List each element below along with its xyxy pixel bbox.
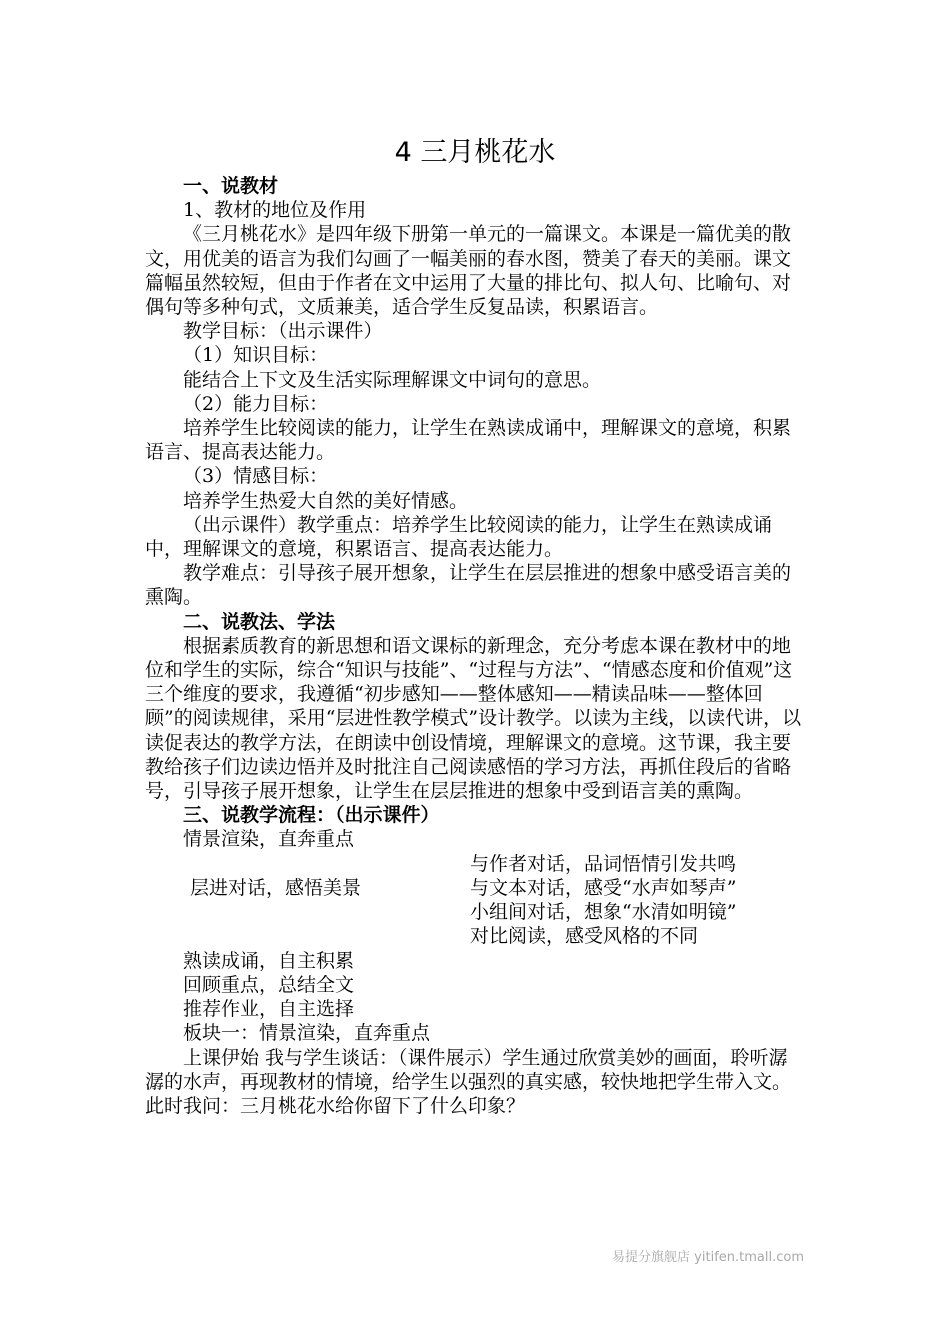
goal-text: 培养学生热爱大自然的美好情感。 <box>183 489 469 512</box>
paragraph: 《三月桃花水》是四年级下册第一单元的一篇课文。本课是一篇优美的散文，用优美的语言为我们勾画了一幅美丽的春水图，赞美了春天的美丽。课文篇幅虽然较短，但由于作者在文中运用了大量的排比句、拟人句、比喻句、对偶句等多种句式，文质兼美，适合学生反复品读，积累语言。 <box>145 223 792 319</box>
goal-label: （3）情感目标： <box>183 465 329 488</box>
section-heading: 一、说教材 <box>183 175 279 197</box>
flow-step: 回顾重点，总结全文 <box>183 973 355 996</box>
flow-step: 推荐作业，自主选择 <box>183 998 355 1021</box>
flow-substep: 对比阅读，感受风格的不同 <box>470 925 699 948</box>
goal-text: 培养学生比较阅读的能力，让学生在熟读成诵中，理解课文的意境，积累语言、提高表达能力。 <box>145 417 792 464</box>
key-point-paragraph: （出示课件）教学重点：培养学生比较阅读的能力，让学生在熟读成诵中，理解课文的意境，积累语言、提高表达能力。 <box>145 513 773 561</box>
paragraph: 上课伊始 我与学生谈话：（课件展示）学生通过欣赏美妙的画面，聆听潺潺的水声，再现教材的情境，给学生以强烈的真实感，较快地把学生带入文。此时我问：三月桃花水给你留下了什么印象？ <box>145 1046 792 1117</box>
goal-label: （1）知识目标： <box>183 344 329 367</box>
flow-substep: 与作者对话，品词悟情引发共鸣 <box>470 852 737 875</box>
flow-substep: 与文本对话，感受“水声如琴声” <box>470 876 737 899</box>
paragraph: 根据素质教育的新思想和语文课标的新理念，充分考虑本课在教材中的地位和学生的实际，综合“知识与技能”、“过程与方法”、“情感态度和价值观”这三个维度的要求，我遵循“初步感知——整体感知——精读品味——整体回顾”的阅读规律，采用“层进性教学模式”设计教学。以读为主线，以读代讲，以读促表达的教学方法，在朗读中创设情境，理解课文的意境。这节课，我主要教给孩子们边读边悟并及时批注自己阅读感悟的学习方法，再抓住段后的省略号，引导孩子展开想象，让学生在层层推进的想象中受到语言美的熏陶。 <box>145 634 802 803</box>
difficulty-paragraph: 教学难点：引导孩子展开想象，让学生在层层推进的想象中感受语言美的熏陶。 <box>145 562 792 609</box>
goal-text: 能结合上下文及生活实际理解课文中词句的意思。 <box>183 368 602 391</box>
document-body <box>145 174 805 1118</box>
footer-watermark: 易提分旗舰店 yitifen.tmall.com <box>612 1250 804 1265</box>
goals-label: 教学目标：（出示课件） <box>183 320 383 343</box>
flow-substep: 小组间对话，想象“水清如明镜” <box>470 901 737 924</box>
flow-step: 情景渲染，直奔重点 <box>183 828 355 851</box>
flow-step: 熟读成诵，自主积累 <box>183 949 355 972</box>
page-title: 4 三月桃花水 <box>394 137 556 168</box>
section-heading: 三、说教学流程：（出示课件） <box>183 804 440 827</box>
flow-step: 层进对话，感悟美景 <box>190 876 362 899</box>
section-heading: 二、说教法、学法 <box>183 610 336 633</box>
flow-substeps <box>470 852 736 949</box>
subheading: 1、教材的地位及作用 <box>183 199 367 222</box>
block-title: 板块一：情景渲染，直奔重点 <box>183 1022 431 1045</box>
flow-step-group <box>145 852 805 949</box>
goal-label: （2）能力目标： <box>183 392 329 415</box>
